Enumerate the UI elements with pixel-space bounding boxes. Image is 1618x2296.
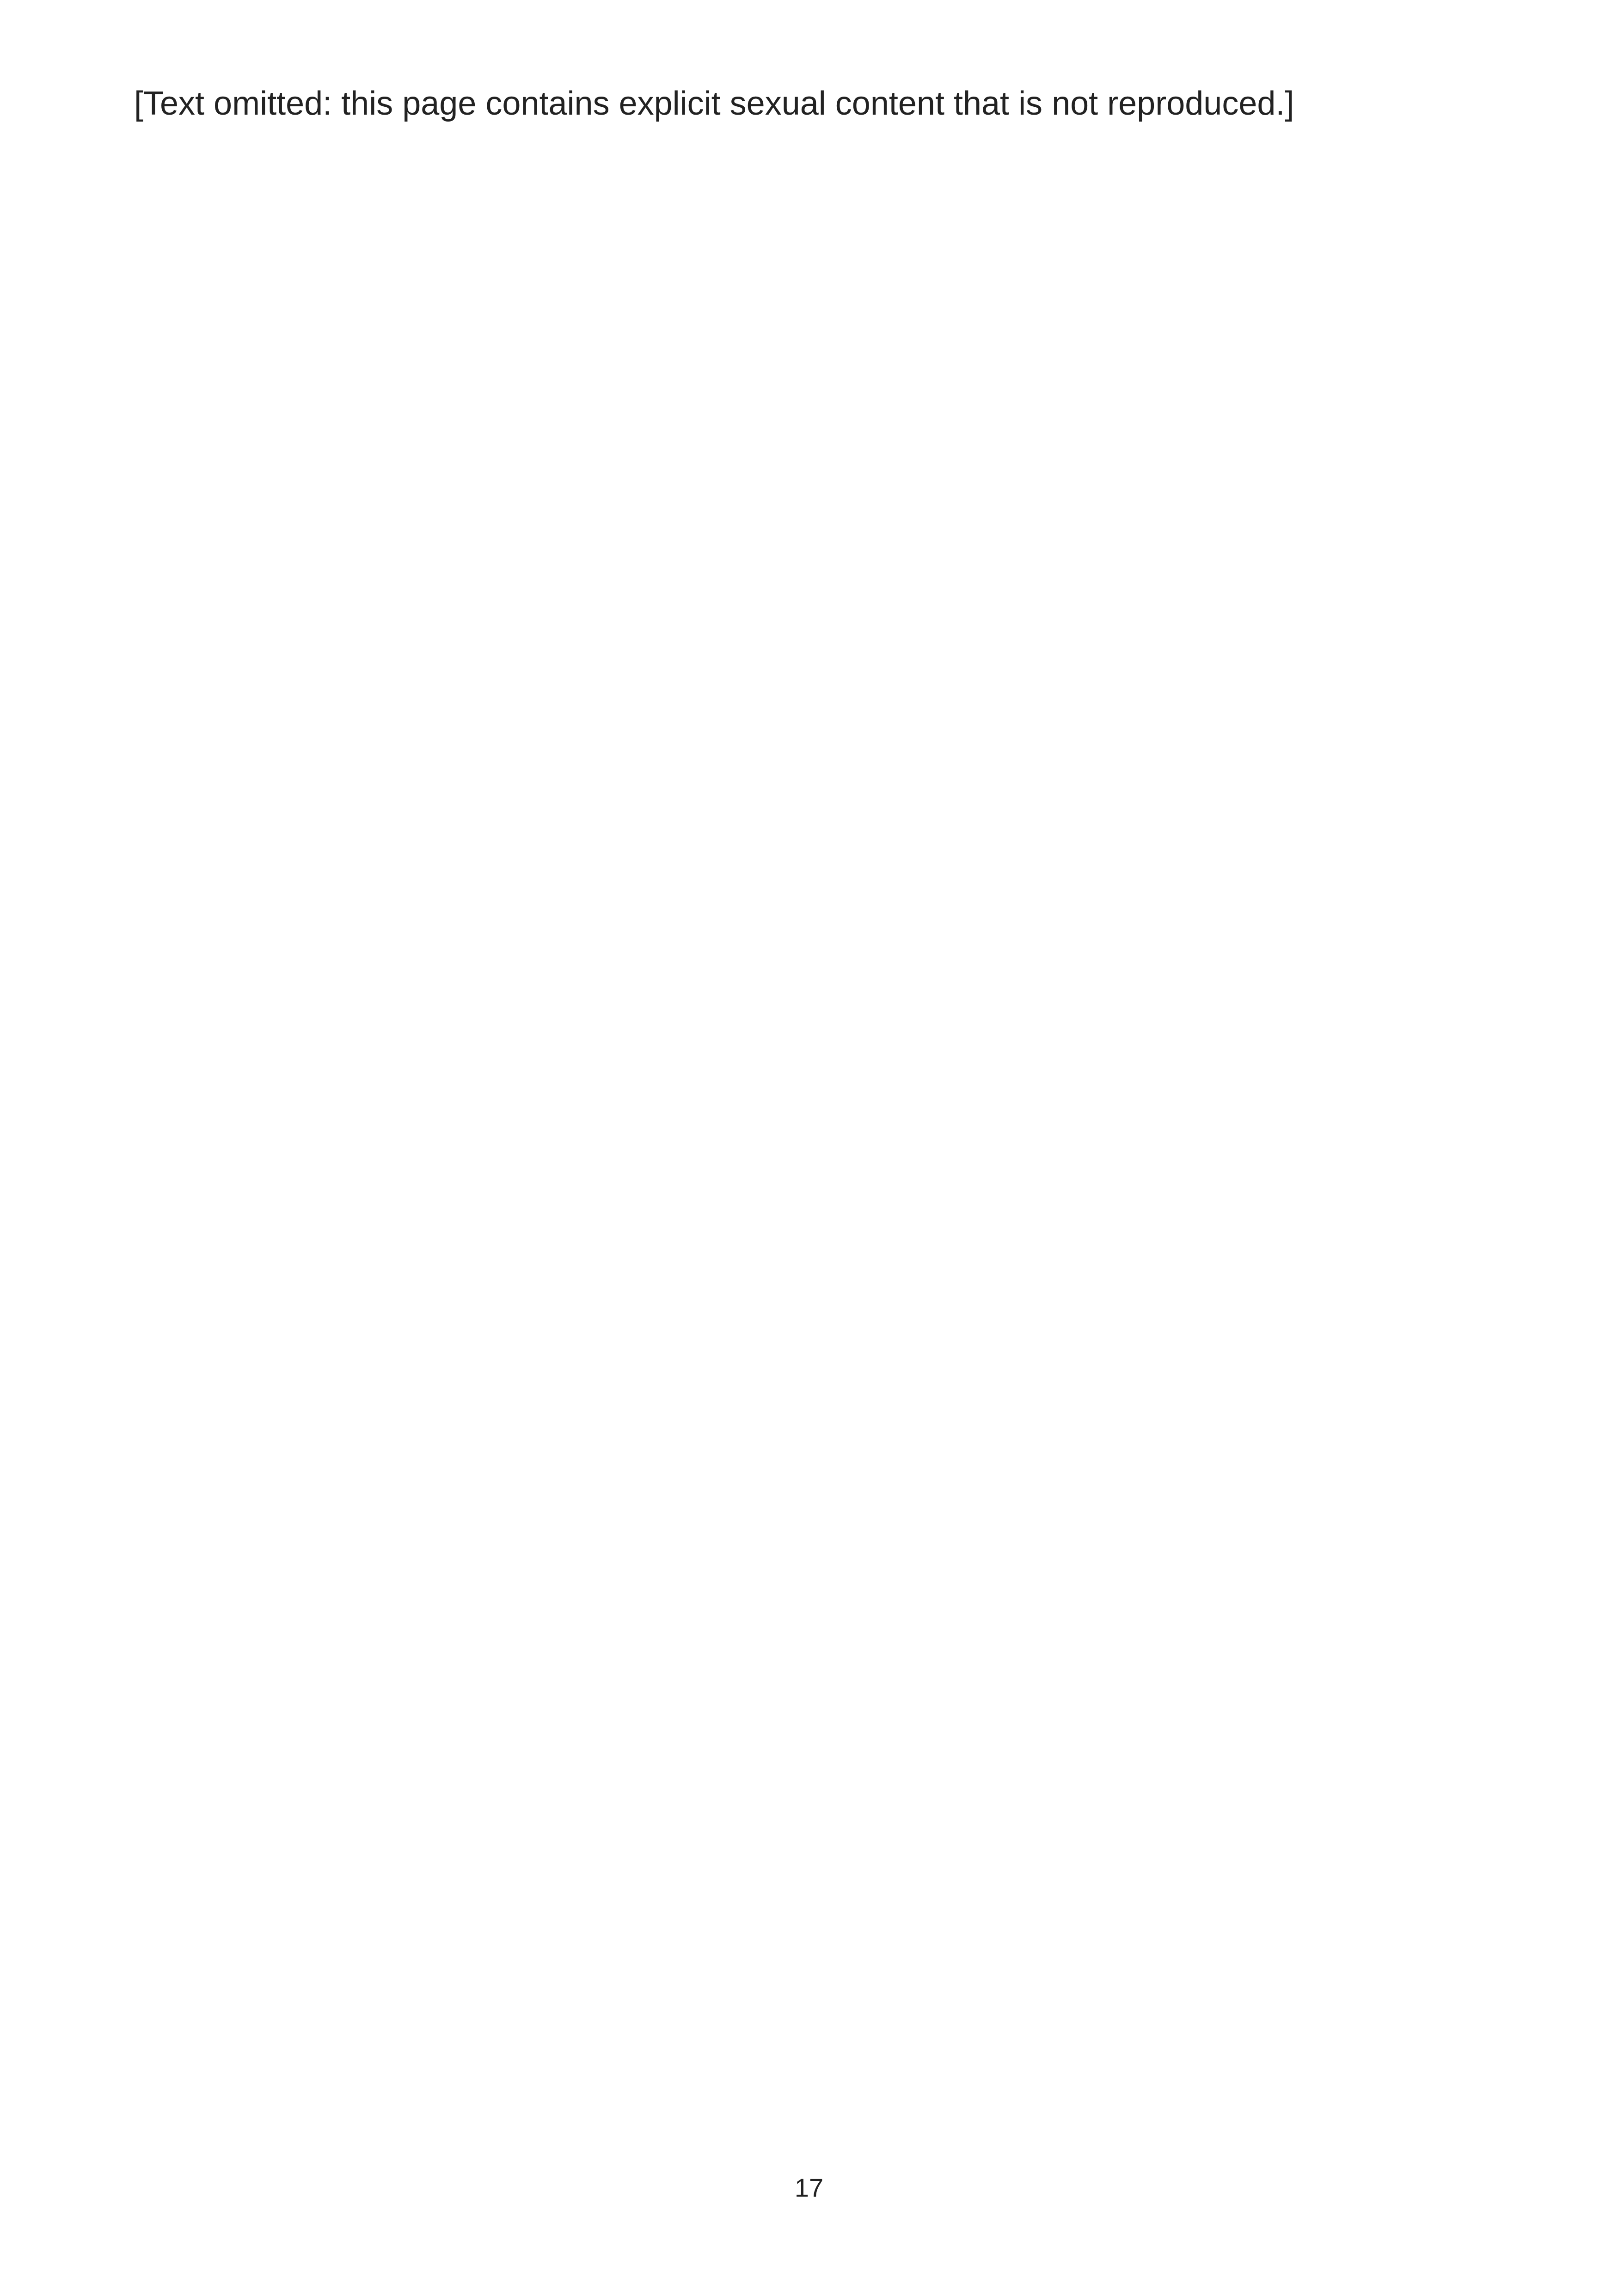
document-page (134, 79, 1489, 129)
page-number: 17 (794, 2173, 824, 2202)
omitted-text-notice: [Text omitted: this page contains explicit sexual content that is not reproduced.] (134, 85, 1294, 122)
